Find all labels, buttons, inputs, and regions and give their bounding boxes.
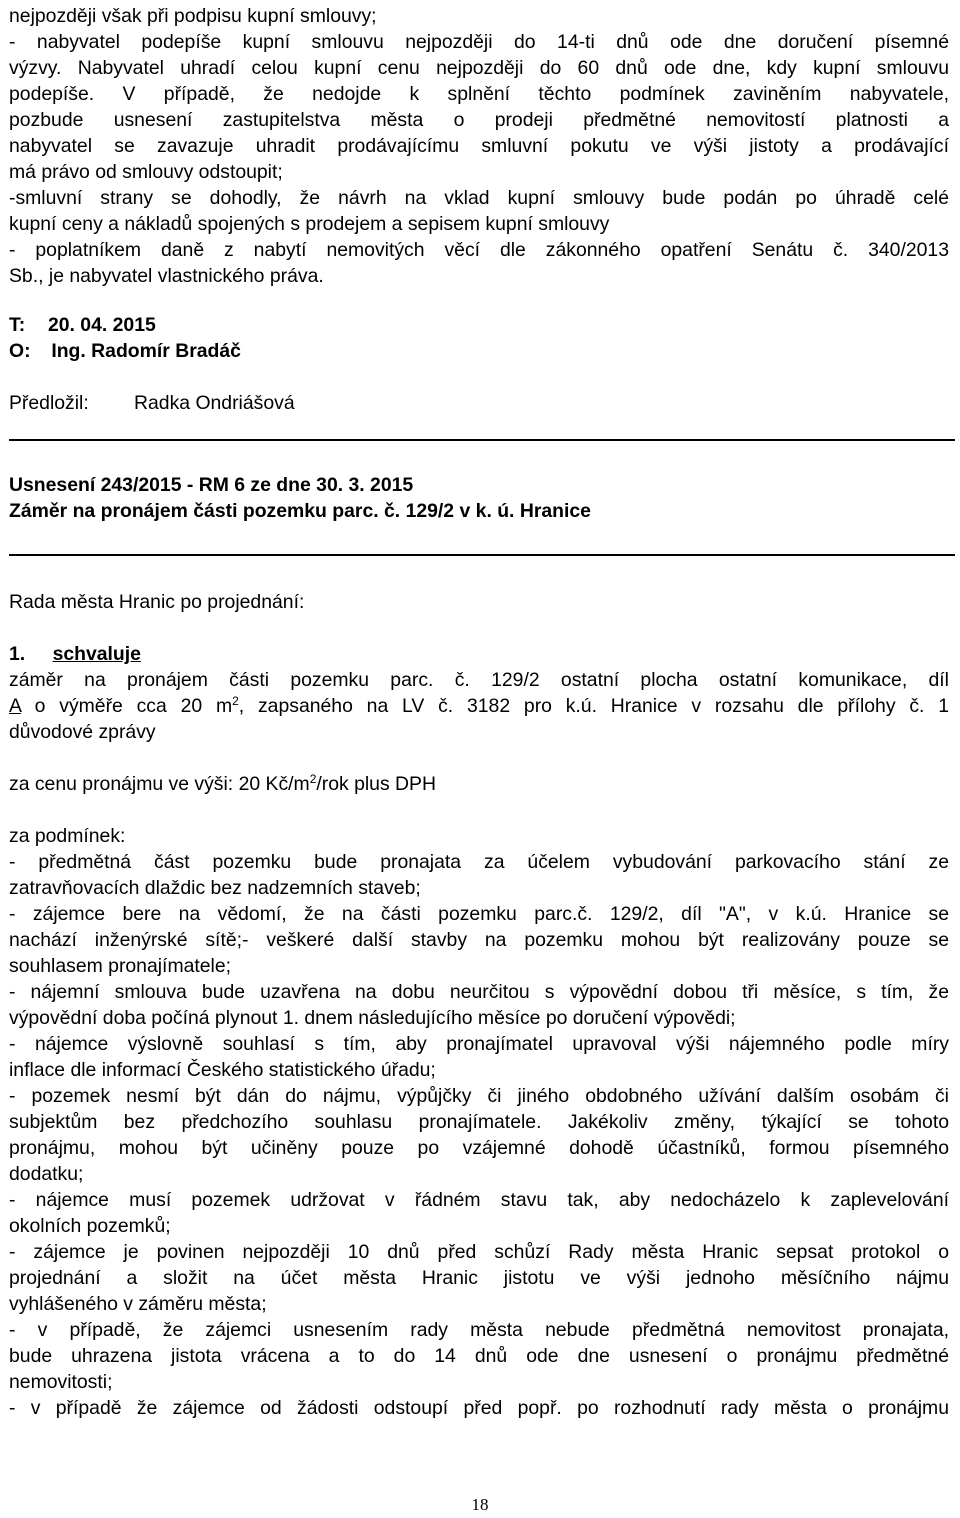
text-line: zatravňovacích dlaždic bez nadzemních staveb;	[9, 877, 421, 899]
text-line: má právo od smlouvy odstoupit;	[9, 161, 283, 183]
resolution-header	[9, 472, 949, 524]
text-line: důvodové zprávy	[9, 721, 156, 743]
submitted-value: Radka Ondriášová	[134, 392, 295, 414]
text-line: nachází inženýrské sítě;- veškeré další stavby na pozemku mohou být realizovány pouze se	[9, 929, 949, 951]
text-line: vyhlášeného v záměru města;	[9, 1293, 267, 1315]
submitted-row	[9, 390, 949, 416]
divider-top	[9, 439, 955, 441]
text-line: projednání a složit na účet města Hranic jistotu ve výši jednoho měsíčního nájmu	[9, 1267, 949, 1289]
text-line: výzvy. Nabyvatel uhradí celou kupní cenu nejpozději do 60 dnů ode dne, kdy kupní smlouvu	[9, 57, 949, 79]
text-line: - předmětná část pozemku bude pronajata za účelem vybudování parkovacího stání ze	[9, 851, 949, 873]
text-line	[9, 693, 949, 719]
text-fragment: /rok plus DPH	[316, 773, 436, 795]
council-heading-text: Rada města Hranic po projednání:	[9, 591, 305, 613]
text-line: -smluvní strany se dohodly, že návrh na vklad kupní smlouvy bude podán po úhradě celé	[9, 187, 949, 209]
item-1-number: 1.	[9, 643, 26, 665]
text-line: - nájemce musí pozemek udržovat v řádném stavu tak, aby nedocházelo k zaplevelování	[9, 1189, 949, 1211]
text-line: kupní ceny a nákladů spojených s prodejem a sepisem kupní smlouvy	[9, 213, 610, 235]
text-fragment: za cenu pronájmu ve výši: 20 Kč/m	[9, 773, 310, 795]
text-line: - v případě že zájemce od žádosti odstoupí před popř. po rozhodnutí rady města o pronájmu	[9, 1397, 949, 1419]
text-line: - nabyvatel podepíše kupní smlouvu nejpozději do 14-ti dnů ode dne doručení písemné	[9, 31, 949, 53]
text-line: pronájmu, mohou být učiněny pouze po vzájemné dohodě účastníků, formou písemného	[9, 1137, 949, 1159]
superscript: 2	[232, 694, 239, 708]
text-line: - zájemce je povinen nejpozději 10 dnů před schůzí Rady města Hranic sepsat protokol o	[9, 1241, 949, 1263]
text-line: - nájemce výslovně souhlasí s tím, aby pronajímatel upravoval výši nájemného podle míry	[9, 1033, 949, 1055]
deadline-label: T:	[9, 314, 26, 336]
text-line: Sb., je nabyvatel vlastnického práva.	[9, 265, 324, 287]
text-line: - poplatníkem daně z nabytí nemovitých věcí dle zákonného opatření Senátu č. 340/2013	[9, 239, 949, 261]
text-line: okolních pozemků;	[9, 1215, 171, 1237]
text-line: - zájemce bere na vědomí, že na části pozemku parc.č. 129/2, díl "A", v k.ú. Hranice se	[9, 903, 949, 925]
conditions	[9, 823, 949, 1421]
text-line: inflace dle informací Českého statistického úřadu;	[9, 1059, 436, 1081]
council-heading	[9, 589, 949, 615]
divider-bottom	[9, 554, 955, 556]
text-line: nejpozději však při podpisu kupní smlouvy;	[9, 5, 377, 27]
text-line: nemovitosti;	[9, 1371, 113, 1393]
deadline-value: 20. 04. 2015	[47, 314, 156, 336]
responsible-value: Ing. Radomír Bradáč	[51, 340, 241, 362]
text-line: nabyvatel se zavazuje uhradit prodávajícímu smluvní pokutu ve výši jistoty a prodávající	[9, 135, 949, 157]
text-line: subjektům bez předchozího souhlasu pronajímatele. Jakékoliv změny, týkající se tohoto	[9, 1111, 949, 1133]
text-line: výpovědní doba počíná plynout 1. dnem následujícího měsíce po doručení výpovědi;	[9, 1007, 736, 1029]
resolution-number: Usnesení 243/2015 - RM 6 ze dne 30. 3. 2015	[9, 474, 414, 496]
page-number: 18	[471, 1495, 489, 1514]
price-text	[9, 771, 949, 797]
text-line: - pozemek nesmí být dán do nájmu, výpůjčky či jiného obdobného užívání dalším osobám či	[9, 1085, 949, 1107]
resolution-title: Záměr na pronájem části pozemku parc. č. 129/2 v k. ú. Hranice	[9, 500, 591, 522]
top-paragraph	[9, 3, 949, 289]
text-fragment: o výměře cca 20 m	[20, 695, 233, 717]
item-1-verb: schvaluje	[52, 643, 141, 665]
text-line: bude uhrazena jistota vrácena a to do 14 dnů ode dne usnesení o pronájmu předmětné	[9, 1345, 949, 1367]
text-line: dodatku;	[9, 1163, 84, 1185]
responsible-row	[9, 338, 949, 364]
item-1	[9, 641, 949, 745]
deadline-row	[9, 312, 949, 338]
text-fragment: , zapsaného na LV č. 3182 pro k.ú. Hranice v rozsahu dle přílohy č. 1	[238, 695, 949, 717]
submitted-label: Předložil:	[9, 392, 89, 414]
responsible-label: O:	[9, 340, 31, 362]
conditions-heading: za podmínek:	[9, 825, 126, 847]
text-line: souhlasem pronajímatele;	[9, 955, 232, 977]
text-line: - v případě, že zájemci usnesením rady města nebude předmětná nemovitost pronajata,	[9, 1319, 949, 1341]
text-line: pozbude usnesení zastupitelstva města o prodeji předmětné nemovitostí platnosti a	[9, 109, 949, 131]
text-fragment: A	[9, 695, 21, 717]
text-line: záměr na pronájem části pozemku parc. č. 129/2 ostatní plocha ostatní komunikace, díl	[9, 669, 949, 691]
item-1-heading	[9, 641, 949, 667]
text-line: - nájemní smlouva bude uzavřena na dobu neurčitou s výpovědní dobou tři měsíce, s tím, že	[9, 981, 949, 1003]
superscript: 2	[309, 772, 317, 786]
price-line	[9, 771, 949, 797]
text-line: podepíše. V případě, že nedojde k splnění těchto podmínek zaviněním nabyvatele,	[9, 83, 949, 105]
